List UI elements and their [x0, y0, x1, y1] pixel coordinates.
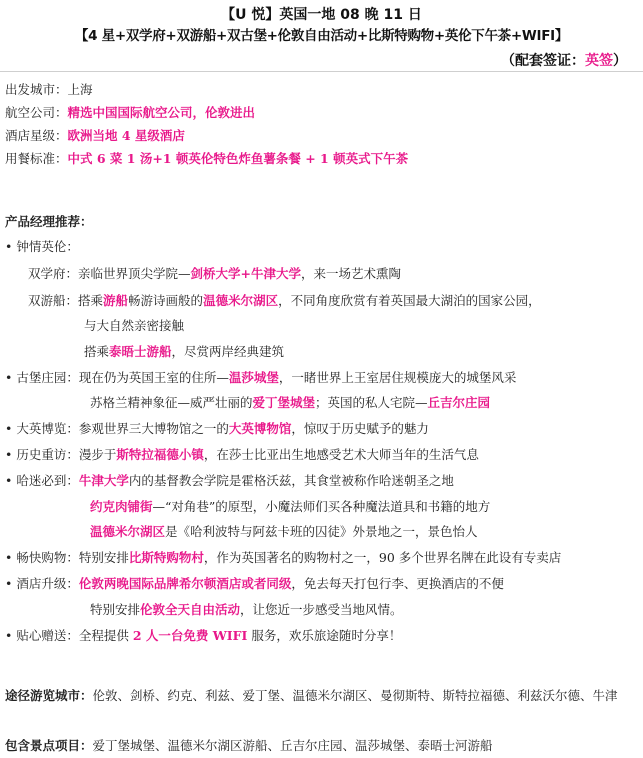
sights-label: 包含景点项目：: [5, 738, 93, 753]
boat-text-f: ，尽赏两岸经典建筑: [171, 344, 285, 359]
upgrade-highlight-1: 伦敦两晚国际品牌希尔顿酒店或者同级: [78, 576, 292, 591]
hp-row-3: [90, 522, 478, 540]
title-divider: [0, 71, 643, 72]
history-text-b: ，在莎士比亚出生地感受艺术大师当年的生活气息: [203, 447, 479, 462]
hp-highlight-2: 约克肉铺街: [90, 499, 153, 514]
upgrade-label: • 酒店升级：: [5, 576, 79, 591]
gift-row: [5, 626, 401, 644]
boat-highlight-1: 游船: [103, 293, 129, 308]
castle-text-d: ；英国的私人宅院—: [315, 395, 428, 410]
meal-label: 用餐标准：: [5, 151, 68, 166]
shop-text-a: 特别安排: [78, 550, 129, 565]
boat-row-3: [84, 342, 284, 360]
uni-label: 双学府：: [28, 266, 79, 281]
uni-highlight: 剑桥大学+牛津大学: [190, 266, 302, 281]
gift-text-b: 服务，欢乐旅途随时分享！: [247, 628, 402, 643]
boat-text-e: 搭乘: [84, 344, 110, 359]
boat-highlight-2: 温德米尔湖区: [203, 293, 279, 308]
hotel-row: [5, 126, 185, 144]
hp-highlight-3: 温德米尔湖区: [90, 524, 166, 539]
charm-label: • 钟情英伦：: [5, 239, 79, 254]
uni-row: [28, 264, 401, 282]
boat-text-c: ，不同角度欣赏有着英国最大湖泊的国家公园，: [278, 293, 541, 308]
airline-value: 精选中国国际航空公司，伦敦进出: [67, 105, 256, 120]
upgrade-text-c: ，让您近一步感受当地风情。: [240, 602, 403, 617]
upgrade-highlight-2: 伦敦全天自由活动: [140, 602, 241, 617]
hp-text-a: 内的基督教会学院是霍格沃兹，其食堂被称作哈迷朝圣之地: [128, 473, 454, 488]
castle-row: [5, 368, 516, 386]
castle-highlight-3: 丘吉尔庄园: [427, 395, 491, 410]
sights-value: 爱丁堡城堡、温德米尔湖区游船、丘吉尔庄园、温莎城堡、泰晤士河游船: [92, 738, 493, 753]
shop-highlight: 比斯特购物村: [128, 550, 204, 565]
shop-row: [5, 548, 561, 566]
visa-value: 英签: [585, 53, 613, 69]
hp-label: • 哈迷必到：: [5, 473, 79, 488]
cities-value: 伦敦、剑桥、约克、利兹、爱丁堡、温德米尔湖区、曼彻斯特、斯特拉福德、利兹沃尔德、牛津: [92, 688, 618, 703]
airline-row: [5, 103, 255, 121]
museum-label: • 大英博览：: [5, 421, 79, 436]
departure-value: 上海: [67, 82, 93, 97]
gift-highlight: 2 人一台免费 WIFI: [132, 628, 248, 643]
history-text-a: 漫步于: [78, 447, 117, 462]
title-line-2: 【4 星+双学府+双游船+双古堡+伦敦自由活动+比斯特购物+英伦下午茶+WIFI】: [74, 28, 569, 44]
hp-row: [5, 471, 454, 489]
castle-label: • 古堡庄园：: [5, 370, 79, 385]
gift-label: • 贴心赠送：: [5, 628, 79, 643]
airline-label: 航空公司：: [5, 105, 68, 120]
uni-text-a: 亲临世界顶尖学院—: [78, 266, 191, 281]
hotel-value: 欧洲当地 4 星级酒店: [67, 128, 185, 143]
recommend-heading: 产品经理推荐：: [5, 214, 93, 229]
castle-text-c: 苏格兰精神象征—威严壮丽的: [90, 395, 253, 410]
upgrade-row-2: [90, 600, 403, 618]
hotel-label: 酒店星级：: [5, 128, 68, 143]
castle-row-2: [90, 393, 490, 411]
boat-text-b: 畅游诗画般的: [128, 293, 204, 308]
cities-row: [5, 685, 635, 707]
museum-row: [5, 419, 429, 437]
history-label: • 历史重访：: [5, 447, 79, 462]
gift-text-a: 全程提供: [78, 628, 133, 643]
meal-row: [5, 149, 408, 167]
history-row: [5, 445, 479, 463]
history-highlight: 斯特拉福德小镇: [116, 447, 204, 462]
upgrade-text-a: ，免去每天打包行李、更换酒店的不便: [291, 576, 504, 591]
boat-row: [28, 291, 541, 309]
upgrade-row: [5, 574, 504, 592]
castle-highlight-2: 爱丁堡城堡: [252, 395, 316, 410]
meal-value: 中式 6 菜 1 汤+1 顿英伦特色炸鱼薯条餐 + 1 顿英式下午茶: [67, 151, 409, 166]
hp-highlight-1: 牛津大学: [78, 473, 129, 488]
visa-prefix: （配套签证：: [501, 53, 585, 69]
museum-highlight: 大英博物馆: [228, 421, 292, 436]
castle-highlight-1: 温莎城堡: [228, 370, 279, 385]
museum-text-b: ，惊叹于历史赋予的魅力: [291, 421, 429, 436]
boat-highlight-3: 泰晤士游船: [109, 344, 172, 359]
visa-note: [501, 50, 627, 70]
castle-text-b: ，一睹世界上王室居住规模庞大的城堡风采: [278, 370, 517, 385]
uni-text-b: ，来一场艺术熏陶: [301, 266, 402, 281]
castle-text-a: 现在仍为英国王室的住所—: [78, 370, 229, 385]
departure-label: 出发城市：: [5, 82, 68, 97]
cities-label: 途径游览城市：: [5, 688, 93, 703]
shop-text-b: ，作为英国著名的购物村之一，90 多个世界名牌在此设有专卖店: [203, 550, 562, 565]
boat-text-a: 搭乘: [78, 293, 104, 308]
boat-row-2: 与大自然亲密接触: [84, 318, 185, 333]
departure-row: [5, 80, 93, 98]
title-line-1: 【U 悦】英国一地 08 晚 11 日: [221, 7, 422, 23]
sights-row: [5, 736, 493, 754]
upgrade-text-b: 特别安排: [90, 602, 141, 617]
hp-row-2: [90, 497, 490, 515]
hp-text-b: —“对角巷”的原型，小魔法师们买各种魔法道具和书籍的地方: [152, 499, 491, 514]
hp-text-c: 是《哈利波特与阿兹卡班的囚徒》外景地之一，景色怡人: [165, 524, 478, 539]
shop-label: • 畅快购物：: [5, 550, 79, 565]
museum-text-a: 参观世界三大博物馆之一的: [78, 421, 229, 436]
boat-label: 双游船：: [28, 293, 79, 308]
visa-suffix: ）: [613, 53, 627, 69]
